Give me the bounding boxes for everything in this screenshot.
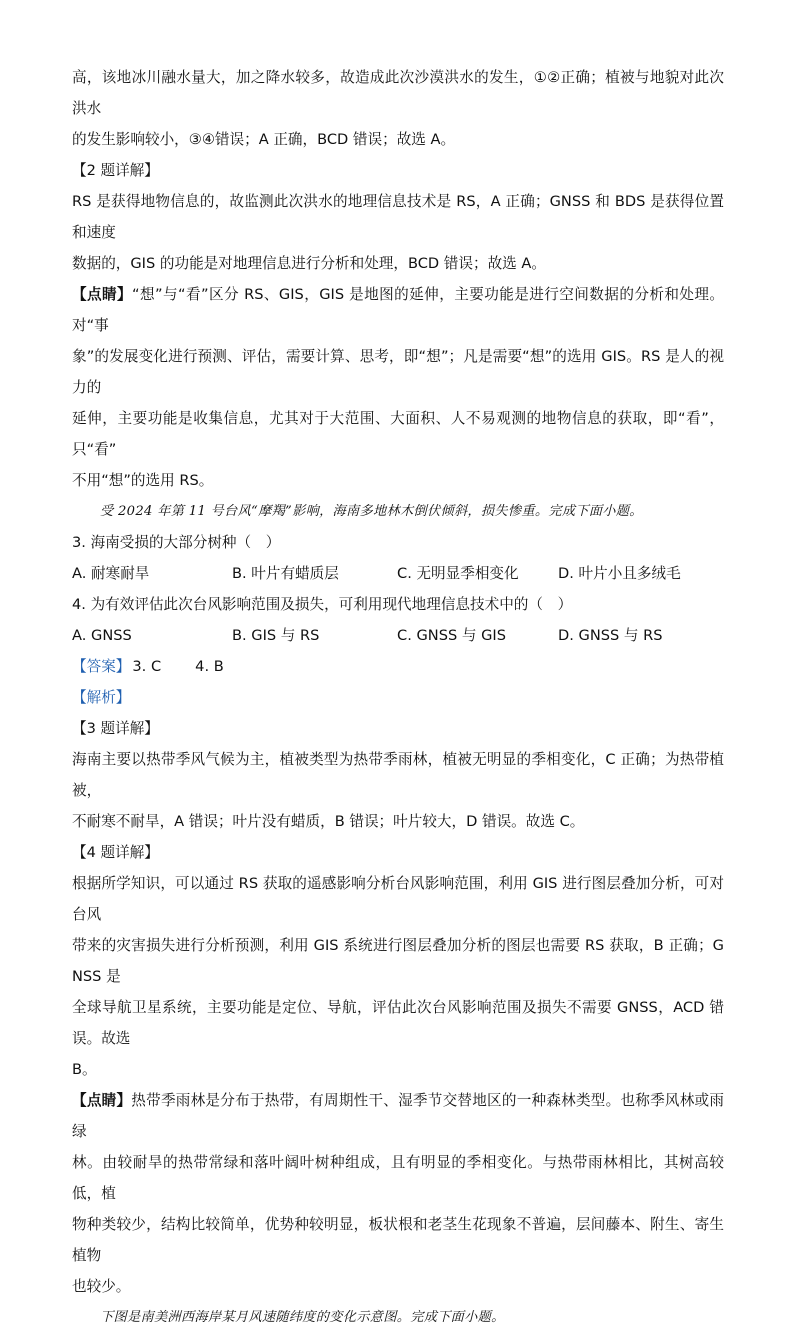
tip-text: “想”与“看”区分 RS、GIS，GIS 是地图的延伸，主要功能是进行空间数据的分析和处理。对“事 (72, 286, 724, 334)
question-intro: 下图是南美洲西海岸某月风速随纬度的变化示意图。完成下面小题。 (100, 1310, 505, 1325)
answer-row (72, 651, 724, 682)
question-3: 3. 海南受损的大部分树种（ ） (72, 534, 281, 551)
option-d: D. 叶片小且多绒毛 (558, 565, 681, 582)
tip-paragraph-line (72, 279, 724, 341)
question-3-options (72, 558, 724, 589)
text-line: RS 是获得地物信息的，故监测此次洪水的地理信息技术是 RS，A 正确；GNSS 和 BDS 是获得位置和速度 (72, 193, 724, 241)
tip-text: 热带季雨林是分布于热带，有周期性干、湿季节交替地区的一种森林类型。也称季风林或雨绿 (72, 1092, 724, 1140)
text-line: 高，该地冰川融水量大，加之降水较多，故造成此次沙漠洪水的发生，①②正确；植被与地貌对此次洪水 (72, 69, 724, 117)
text-line: 不用“想”的选用 RS。 (72, 472, 214, 489)
tip-label: 【点睛】 (72, 286, 133, 303)
option-c: C. 无明显季相变化 (397, 565, 519, 582)
tip-paragraph-line (72, 1085, 724, 1147)
option-a: A. 耐寒耐旱 (72, 565, 150, 582)
answer-4: 4. B (195, 658, 224, 675)
text-line: B。 (72, 1061, 97, 1078)
text-line: 象”的发展变化进行预测、评估，需要计算、思考，即“想”；凡是需要“想”的选用 GIS。RS 是人的视力的 (72, 348, 724, 396)
text-line: 海南主要以热带季风气候为主，植被类型为热带季雨林，植被无明显的季相变化，C 正确；为热带植被， (72, 751, 724, 799)
text-line: 也较少。 (72, 1278, 131, 1295)
text-line: 物种类较少，结构比较简单，优势种较明显，板状根和老茎生花现象不普遍，层间藤本、附生、寄生植物 (72, 1216, 724, 1264)
answer-3: 3. C (132, 658, 162, 675)
text-line: 延伸，主要功能是收集信息，尤其对于大范围、大面积、人不易观测的地物信息的获取，即“看”，只“看” (72, 410, 724, 458)
option-a: A. GNSS (72, 627, 132, 644)
option-c: C. GNSS 与 GIS (397, 627, 506, 644)
text-line: 不耐寒不耐旱，A 错误；叶片没有蜡质，B 错误；叶片较大，D 错误。故选 C。 (72, 813, 585, 830)
question-4: 4. 为有效评估此次台风影响范围及损失，可利用现代地理信息技术中的（ ） (72, 596, 573, 613)
text-line: 林。由较耐旱的热带常绿和落叶阔叶树种组成，且有明显的季相变化。与热带雨林相比，其树高较低，植 (72, 1154, 724, 1202)
option-b: B. GIS 与 RS (232, 627, 320, 644)
section-heading: 【4 题详解】 (72, 844, 159, 861)
text-line: 的发生影响较小，③④错误；A 正确，BCD 错误；故选 A。 (72, 131, 456, 148)
option-b: B. 叶片有蜡质层 (232, 565, 339, 582)
document-page (72, 62, 724, 1333)
text-line: 数据的，GIS 的功能是对地理信息进行分析和处理，BCD 错误；故选 A。 (72, 255, 546, 272)
tip-label: 【点睛】 (72, 1092, 132, 1109)
question-intro: 受 2024 年第 11 号台风“摩羯”影响，海南多地林木倒伏倾斜，损失惨重。完成下面小题。 (100, 504, 643, 519)
section-heading: 【2 题详解】 (72, 162, 159, 179)
section-heading: 【3 题详解】 (72, 720, 159, 737)
text-line: 全球导航卫星系统，主要功能是定位、导航，评估此次台风影响范围及损失不需要 GNSS，ACD 错误。故选 (72, 999, 724, 1047)
analysis-label: 【解析】 (72, 689, 131, 706)
text-line: 带来的灾害损失进行分析预测，利用 GIS 系统进行图层叠加分析的图层也需要 RS 获取，B 正确；GNSS 是 (72, 937, 724, 985)
question-4-options (72, 620, 724, 651)
option-d: D. GNSS 与 RS (558, 627, 663, 644)
answer-label: 【答案】 (72, 658, 131, 675)
text-line: 根据所学知识，可以通过 RS 获取的遥感影响分析台风影响范围，利用 GIS 进行图层叠加分析，可对台风 (72, 875, 724, 923)
